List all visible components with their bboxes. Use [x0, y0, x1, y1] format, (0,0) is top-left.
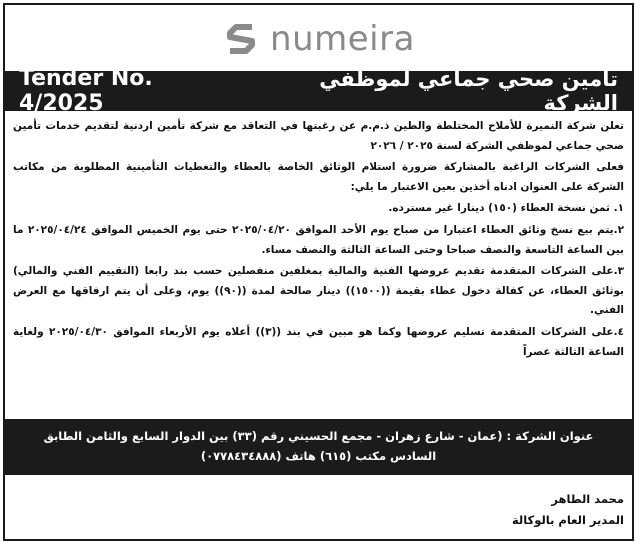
tender-number: Tender No. 4/2025 — [19, 66, 153, 116]
address-line-1: عنوان الشركة : (عمان - شارع زهران - مجمع الحسيني رقم (٣٣) بين الدوار السابع والثامن الطابق — [43, 429, 594, 443]
signature-block — [512, 489, 624, 531]
intro-paragraph: تعلن شركة النميرة للأملاح المختلطة والطين ذ.م.م عن رغبتها في التعاقد مع شركة تأمين اردنية لتقديم خدمات تأمين صحي جماعي لموظفي الشركة لسنة ٢٠٢٥ / ٢٠٢٦ — [13, 120, 624, 152]
title-banner — [5, 66, 632, 116]
address-line-2: السادس مكتب (٦١٥) هاتف (٠٧٧٨٤٣٤٨٨٨) — [200, 449, 437, 463]
signatory-name: محمد الطاهر — [551, 492, 624, 506]
numeira-s-logo-icon — [222, 19, 262, 59]
list-item: ١. ثمن نسخة العطاء (١٥٠) دينارا غير مسترده. — [388, 202, 624, 215]
announcement-body — [13, 117, 624, 364]
signatory-role: المدير العام بالوكالة — [511, 513, 624, 527]
tender-title: تأمين صحي جماعي لموظفي الشركة — [319, 67, 618, 115]
tender-announcement — [3, 3, 634, 541]
list-item: ٤.على الشركات المتقدمة تسليم عروضها وكما هو مبين في بند ((٣)) أعلاه يوم الأربعاء الموافق ٢٠٢٥/٠٤/٣٠ ولغاية الساعة الثالثة عصراً — [13, 325, 624, 358]
list-item: ٢.يتم بيع نسخ وثائق العطاء اعتبارا من صباح يوم الأحد الموافق ٢٠٢٥/٠٤/٢٠ حتى يوم الخميس الموافق ٢٠٢٥/٠٤/٢٤ ما بين الساعة التاسعة والنصف صباحا وحتى الساعة الثالثة والنصف مساء. — [13, 223, 624, 256]
list-item: ٣.على الشركات المتقدمة تقديم عروضها الفنية والمالية بمغلفين منفصلين حسب بند رابعا (التقييم الفني والمالي) بوثائق العطاء، عن كفالة دخول عطاء بقيمة ((١٥٠٠)) دينار صالحة لمدة ((٩٠)) يوم، وعلى أن يتم ارفاقها مع العرض الفني. — [13, 265, 624, 317]
address-banner — [5, 419, 632, 475]
logo-wordmark: numeira — [270, 19, 415, 59]
company-logo — [5, 11, 632, 67]
invitation-paragraph: فعلى الشركات الراغبة بالمشاركة ضرورة استلام الوثائق الخاصة بالعطاء والتغطيات التأمينية المطلوبة من مكاتب الشركة على العنوان ادناه أخذين بعين الاعتبار ما يلي: — [13, 161, 624, 193]
